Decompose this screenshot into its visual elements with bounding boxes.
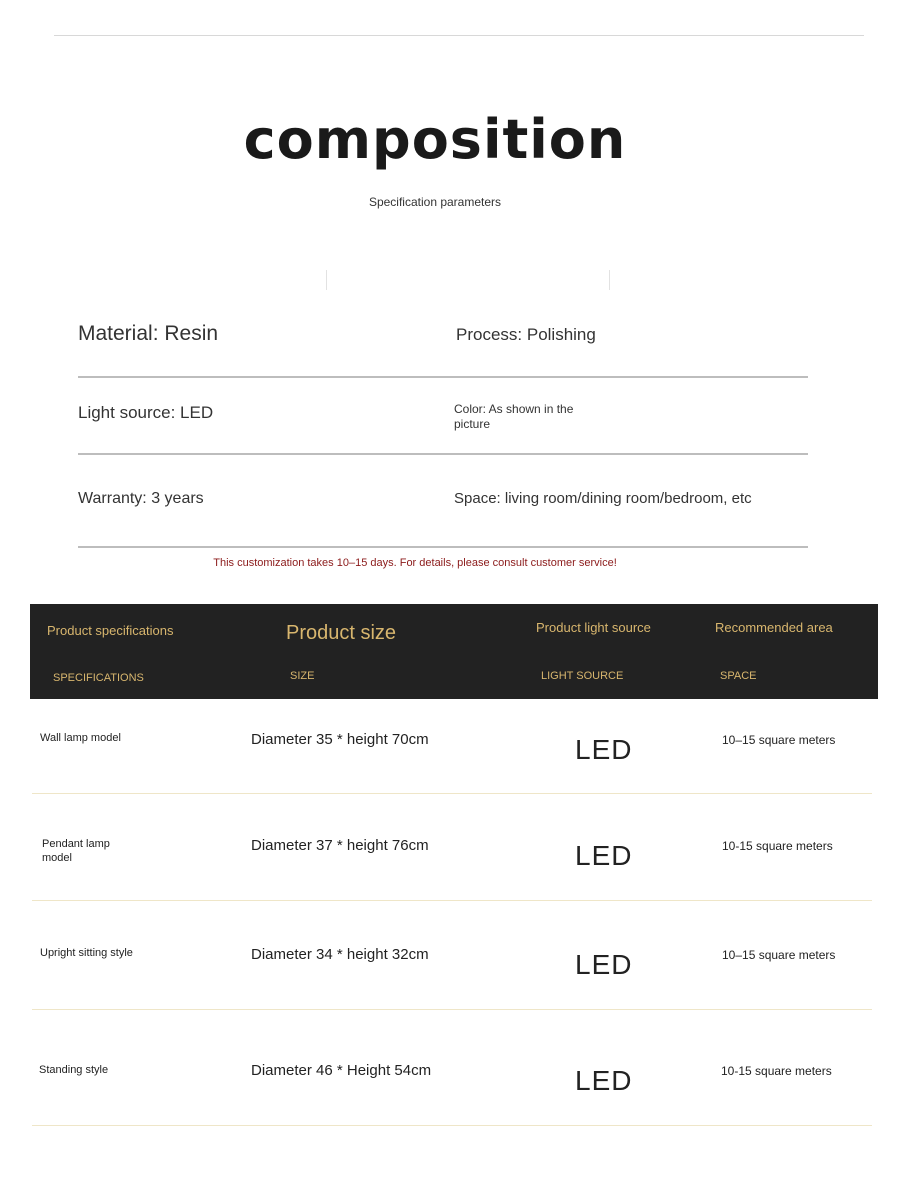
attr-space: Space: living room/dining room/bedroom, etc <box>454 490 752 507</box>
attr-color: Color: As shown in the picture <box>454 402 574 431</box>
page-subtitle: Specification parameters <box>368 195 502 209</box>
attr-divider <box>78 546 808 548</box>
row-light: LED <box>575 1065 633 1096</box>
header-specifications-sub: SPECIFICATIONS <box>53 672 144 684</box>
row-divider <box>32 1009 872 1010</box>
row-model: Pendant lamp model <box>42 838 110 864</box>
row-light: LED <box>575 949 633 980</box>
page-title: composition <box>243 108 627 171</box>
row-size: Diameter 37 * height 76cm <box>251 837 429 854</box>
row-area: 10-15 square meters <box>721 1064 832 1078</box>
row-model: Standing style <box>39 1064 109 1076</box>
header-size: Product size <box>286 622 397 644</box>
header-light-source: Product light source <box>536 620 651 635</box>
header-light-source-sub: LIGHT SOURCE <box>541 670 624 682</box>
row-size: Diameter 34 * height 32cm <box>251 946 429 963</box>
row-size: Diameter 46 * Height 54cm <box>251 1062 432 1079</box>
row-divider <box>32 1125 872 1126</box>
row-area: 10–15 square meters <box>722 733 836 747</box>
header-area-sub: SPACE <box>720 670 757 682</box>
row-light: LED <box>575 840 633 871</box>
row-size: Diameter 35 * height 70cm <box>251 731 429 748</box>
top-divider <box>54 35 864 36</box>
header-area: Recommended area <box>715 620 833 635</box>
row-area: 10–15 square meters <box>722 948 836 962</box>
attr-warranty: Warranty: 3 years <box>78 490 204 507</box>
attr-divider <box>78 453 808 455</box>
attr-material: Material: Resin <box>78 322 219 345</box>
row-light: LED <box>575 734 633 765</box>
spec-table-header <box>30 604 878 699</box>
attr-process: Process: Polishing <box>456 325 596 344</box>
header-size-sub: SIZE <box>290 670 315 682</box>
customization-note: This customization takes 10–15 days. For details, please consult customer service! <box>213 557 617 569</box>
row-area: 10-15 square meters <box>722 839 833 853</box>
decorative-tick <box>326 270 327 290</box>
header-specifications: Product specifications <box>47 623 174 638</box>
row-model: Wall lamp model <box>40 732 121 744</box>
attr-divider <box>78 376 808 378</box>
row-model: Upright sitting style <box>40 947 133 959</box>
row-divider <box>32 793 872 794</box>
decorative-tick <box>609 270 610 290</box>
row-divider <box>32 900 872 901</box>
attr-light-source: Light source: LED <box>78 403 214 422</box>
